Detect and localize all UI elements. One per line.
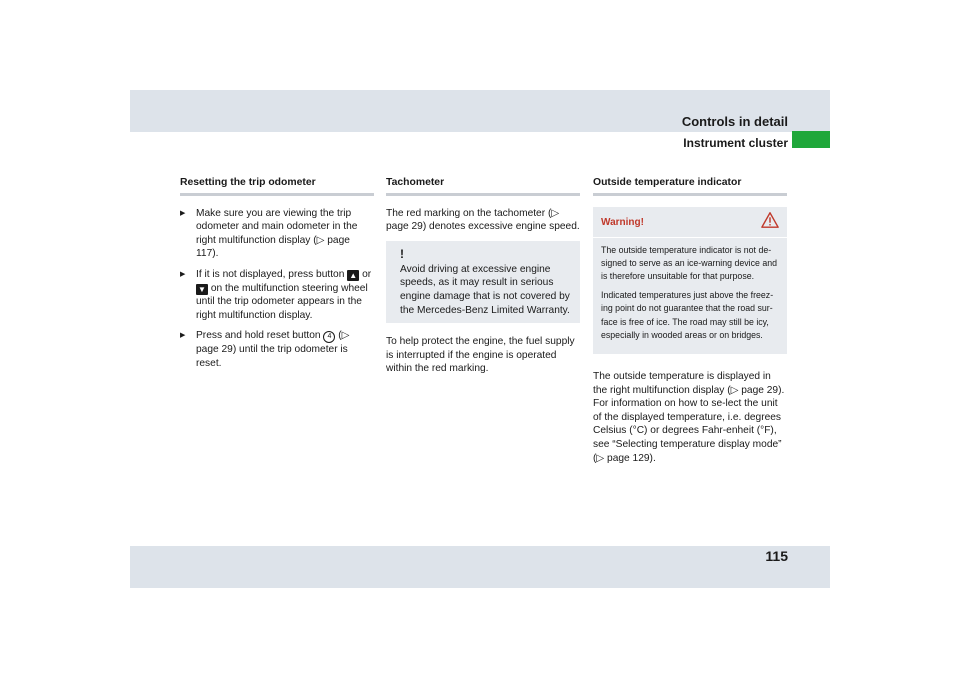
- column-tachometer: [386, 176, 580, 383]
- warning-title: Warning!: [601, 216, 644, 228]
- step-text: Press and hold reset button: [196, 330, 321, 342]
- notice-box: [386, 241, 580, 323]
- column-trip-odometer: [180, 176, 374, 378]
- step-text: If it is not displayed, press button: [196, 268, 345, 280]
- footer-band: [130, 546, 830, 588]
- warning-body: [593, 238, 787, 354]
- paragraph: The red marking on the tachometer (▷ page 29) denotes excessive engine speed.: [386, 207, 580, 233]
- step-text: on the multifunction steering wheel until the trip odometer appears in the right multifunction display.: [196, 282, 368, 321]
- paragraph: To help protect the engine, the fuel supply is interrupted if the engine is operated within the red marking.: [386, 336, 575, 375]
- key-down-icon: ▼: [196, 284, 208, 295]
- warning-box: [593, 207, 787, 354]
- section-tab-marker: [792, 131, 830, 148]
- warning-header: [593, 207, 787, 238]
- notice-exclamation-icon: !: [400, 246, 404, 261]
- warning-paragraph: Indicated temperatures just above the freez-ing point do not guarantee that the road sur-face is free of ice. The road may still be icy, especially in wooded areas or on bridges.: [601, 290, 774, 340]
- warning-triangle-icon: [761, 211, 779, 229]
- warning-paragraph: The outside temperature indicator is not de-signed to serve as an ice-warning device and is therefore unsuitable for that purpose.: [601, 244, 778, 281]
- step-text: or: [362, 268, 372, 280]
- page-number: 115: [765, 548, 788, 564]
- column-outside-temperature: [593, 176, 787, 472]
- column-heading: Tachometer: [386, 176, 580, 196]
- column-heading: Outside temperature indicator: [593, 176, 787, 196]
- instruction-step: [180, 207, 374, 261]
- instruction-step: [180, 268, 374, 322]
- reset-button-number: 4: [323, 331, 335, 343]
- paragraph: The outside temperature is displayed in the right multifunction display (▷ page 29). For information on how to se-lect the unit of the displayed temperature, i.e. degrees Celsius (°C) or degrees Fahr-enheit (°F), see “Selecting temperature display mode” (▷ page 129).: [593, 371, 785, 464]
- instruction-step: [180, 329, 374, 370]
- step-text: (▷ page 29) until the trip odometer is reset.: [196, 330, 350, 369]
- notice-text: Avoid driving at excessive engine speeds, as it may result in serious engine damage that is not covered by the Mercedes-Benz Limited Warranty.: [400, 263, 570, 316]
- section-title: Controls in detail: [681, 114, 788, 129]
- step-text: Make sure you are viewing the trip odometer and main odometer in the right multifunction display (▷ page 117).: [196, 207, 358, 260]
- column-heading: Resetting the trip odometer: [180, 176, 374, 196]
- section-subtitle: Instrument cluster: [683, 136, 788, 150]
- key-up-icon: ▲: [347, 270, 359, 281]
